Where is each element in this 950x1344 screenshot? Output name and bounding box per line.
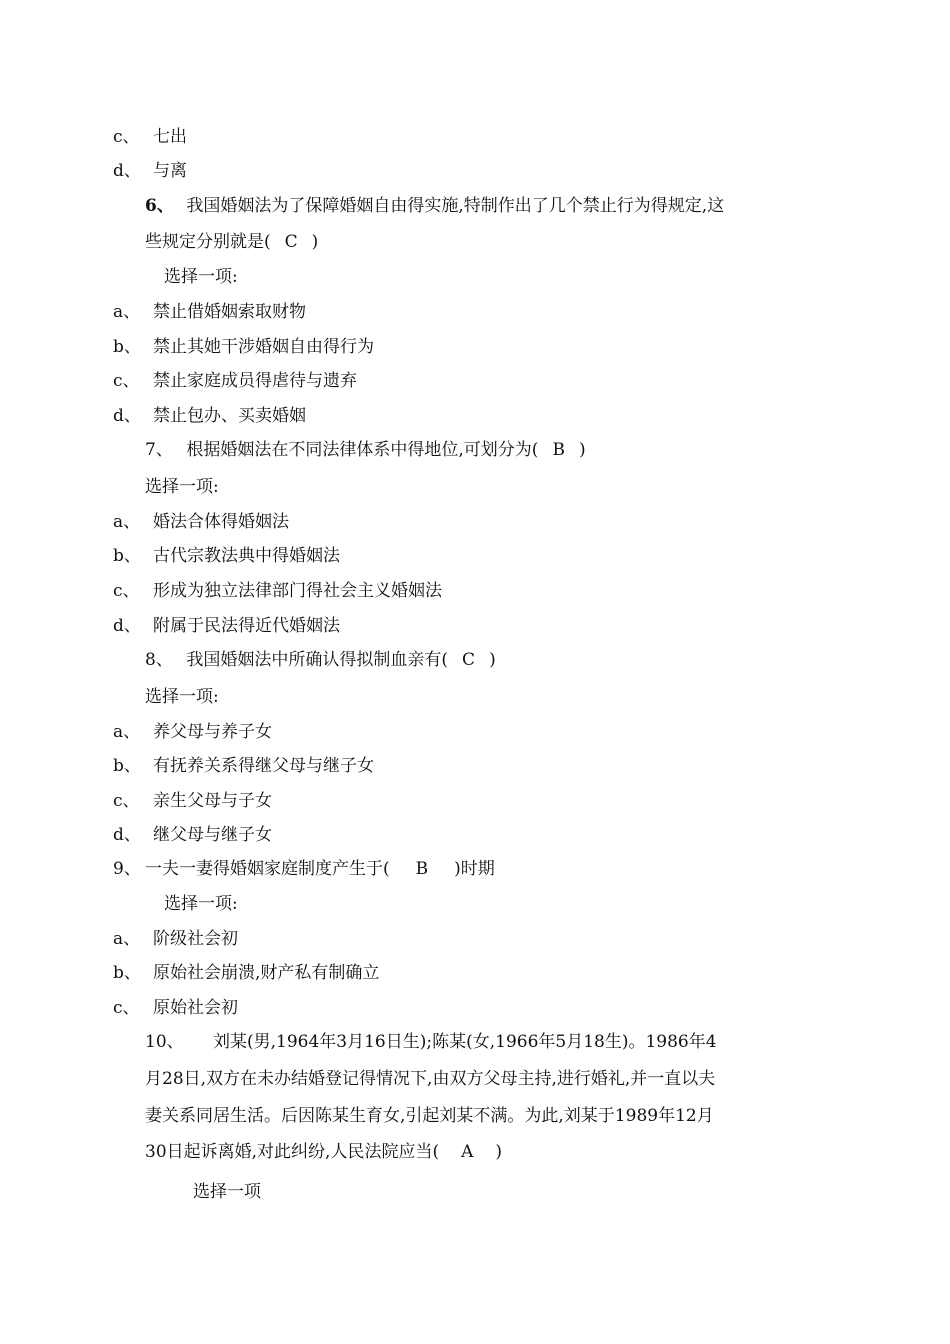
option-letter: b、: [113, 337, 141, 357]
option-letter: d、: [113, 406, 141, 426]
option-letter: d、: [113, 616, 141, 636]
question-6-line-2: [145, 231, 318, 253]
select-prompt: 选择一项:: [164, 267, 238, 287]
question-number: 6、: [145, 196, 174, 216]
answer-letter: B: [552, 440, 565, 460]
option-letter: c、: [113, 998, 140, 1018]
option-letter: b、: [113, 546, 141, 566]
option-text: 养父母与养子女: [153, 722, 272, 742]
select-prompt: 选择一项:: [145, 687, 219, 707]
answer-letter: B: [415, 859, 429, 879]
question-10-line-4: [145, 1141, 502, 1163]
question-text: 一夫一妻得婚姻家庭制度产生于(: [145, 859, 390, 879]
option-letter: a、: [113, 302, 141, 322]
option-letter: c、: [113, 791, 140, 811]
question-text: )时期: [454, 859, 495, 879]
question-text: 刘某(男,1964年3月16日生);陈某(女,1966年5月18生)。1986年4: [213, 1032, 717, 1052]
option-letter: d、: [113, 825, 141, 845]
select-prompt: 选择一项: [193, 1182, 261, 1202]
option-letter: a、: [113, 722, 141, 742]
question-number: 8、: [145, 650, 173, 670]
question-10-line-3: 妻关系同居生活。后因陈某生育女,引起刘某不满。为此,刘某于1989年12月: [145, 1106, 714, 1126]
option-text: 阶级社会初: [153, 929, 238, 949]
question-number: 7、: [145, 440, 173, 460]
answer-letter: A: [461, 1142, 474, 1162]
option-text: 禁止家庭成员得虐待与遗弃: [153, 371, 357, 391]
option-text: 原始社会崩溃,财产私有制确立: [153, 963, 380, 983]
option-letter: d、: [113, 161, 141, 181]
question-text: 些规定分别就是(: [145, 232, 271, 252]
option-text: 与离: [153, 161, 187, 181]
option-letter: c、: [113, 127, 140, 147]
option-letter: b、: [113, 756, 141, 776]
question-text: ): [311, 232, 319, 252]
question-9: [113, 858, 495, 880]
question-7: [145, 439, 586, 461]
question-text: 我国婚姻法为了保障婚姻自由得实施,特制作出了几个禁止行为得规定,这: [186, 196, 725, 216]
option-text: 禁止其她干涉婚姻自由得行为: [153, 337, 374, 357]
question-text: 30日起诉离婚,对此纠纷,人民法院应当(: [145, 1142, 440, 1162]
option-text: 附属于民法得近代婚姻法: [153, 616, 340, 636]
answer-letter: C: [462, 650, 476, 670]
select-prompt: 选择一项:: [164, 894, 238, 914]
question-number: 10、: [145, 1032, 184, 1052]
question-text: ): [578, 440, 586, 460]
select-prompt: 选择一项:: [145, 477, 219, 497]
option-text: 婚法合体得婚姻法: [153, 512, 289, 532]
option-letter: c、: [113, 371, 140, 391]
option-text: 七出: [153, 127, 187, 147]
question-number: 9、: [113, 859, 141, 879]
question-text: 根据婚姻法在不同法律体系中得地位,可划分为(: [186, 440, 539, 460]
option-letter: a、: [113, 929, 141, 949]
option-text: 禁止包办、买卖婚姻: [153, 406, 306, 426]
option-letter: a、: [113, 512, 141, 532]
option-text: 形成为独立法律部门得社会主义婚姻法: [153, 581, 442, 601]
option-text: 古代宗教法典中得婚姻法: [153, 546, 340, 566]
question-text: ): [495, 1142, 502, 1162]
question-8: [145, 649, 496, 671]
option-letter: b、: [113, 963, 141, 983]
option-text: 原始社会初: [153, 998, 238, 1018]
option-text: 继父母与继子女: [153, 825, 272, 845]
question-10: [145, 1031, 717, 1053]
option-text: 有抚养关系得继父母与继子女: [153, 756, 374, 776]
question-10-line-2: 月28日,双方在未办结婚登记得情况下,由双方父母主持,进行婚礼,并一直以夫: [145, 1069, 716, 1089]
question-text: 我国婚姻法中所确认得拟制血亲有(: [186, 650, 449, 670]
question-text: ): [489, 650, 496, 670]
option-text: 禁止借婚姻索取财物: [153, 302, 306, 322]
answer-letter: C: [284, 232, 298, 252]
option-text: 亲生父母与子女: [153, 791, 272, 811]
option-letter: c、: [113, 581, 140, 601]
question-6: [145, 195, 724, 217]
